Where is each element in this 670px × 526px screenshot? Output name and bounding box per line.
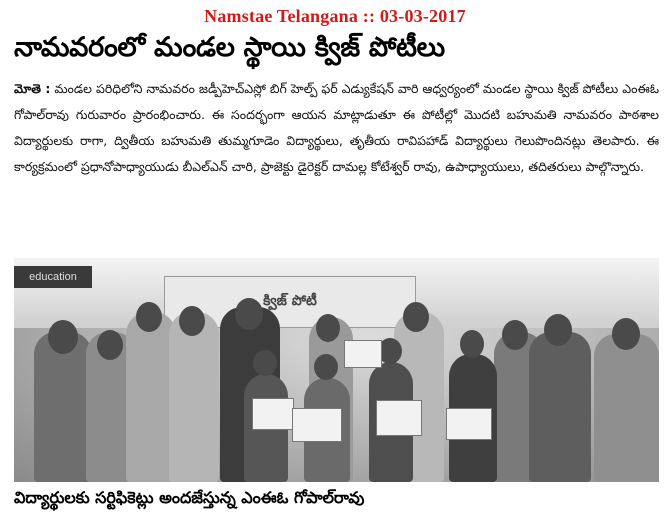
certificate: [446, 408, 492, 440]
child-head: [314, 354, 338, 380]
person-head: [97, 330, 123, 360]
article-dateline: మోతె :: [14, 81, 51, 96]
person-figure: [34, 332, 92, 482]
certificate: [252, 398, 294, 430]
person-head: [235, 298, 263, 330]
newspaper-masthead: Namstae Telangana :: 03-03-2017: [204, 6, 466, 26]
person-head: [544, 314, 572, 346]
person-head: [136, 302, 162, 332]
person-head: [612, 318, 640, 350]
person-figure: [594, 334, 659, 482]
child-head: [253, 350, 277, 376]
child-head: [460, 330, 484, 358]
person-figure: [169, 312, 219, 482]
article-headline: నామవరంలో మండల స్థాయి క్విజ్ పోటీలు: [14, 32, 445, 63]
certificate: [292, 408, 342, 442]
article-text: మండల పరిధిలోని నామవరం జడ్పీహెచ్ఎస్లో బిగ్ హెల్ప్ ఫర్ ఎడ్యుకేషన్ వారి ఆధ్వర్యంలో మండల స్థాయి క్విజ్ పోటీలు ఎంఈఓ గోపాల్‌రావు గురువారం ప్రారంభించారు. ఈ సందర్భంగా ఆయన మాట్లాడుతూ ఈ పోటీల్లో మొదటి బహుమతి నామవరం పాఠశాల విద్యార్థులకు రాగా, ద్వితీయ బహుమతి తుమ్మగూడెం విద్యార్థులు, తృతీయ రావిపహాడ్ విద్యార్థులు గెలుపొందినట్లు తెలపారు. ఈ కార్యక్రమంలో ప్రధానోపాధ్యాయుడు బీఎల్ఎన్ చారి, ప్రాజెక్టు డైరెక్టర్ దామల్ల కోటేశ్వర్ రావు, ఉపాధ్యాయులు, తదితరులు పాల్గొన్నారు.: [14, 81, 659, 174]
article-body: [14, 76, 659, 180]
person-head: [48, 320, 78, 354]
person-head: [316, 314, 340, 342]
person-head: [502, 320, 528, 350]
photo-banner: క్విజ్ పోటీ: [164, 276, 416, 328]
person-head: [403, 302, 429, 332]
certificate: [344, 340, 382, 368]
person-head: [179, 306, 205, 336]
photo-sign: education: [14, 266, 92, 288]
person-figure: [529, 332, 591, 482]
news-photo: [14, 258, 659, 482]
certificate: [376, 400, 422, 436]
photo-caption: విద్యార్థులకు సర్టిఫికెట్లు అందజేస్తున్న ఎంఈఓ గోపాల్‌రావు: [14, 488, 365, 507]
